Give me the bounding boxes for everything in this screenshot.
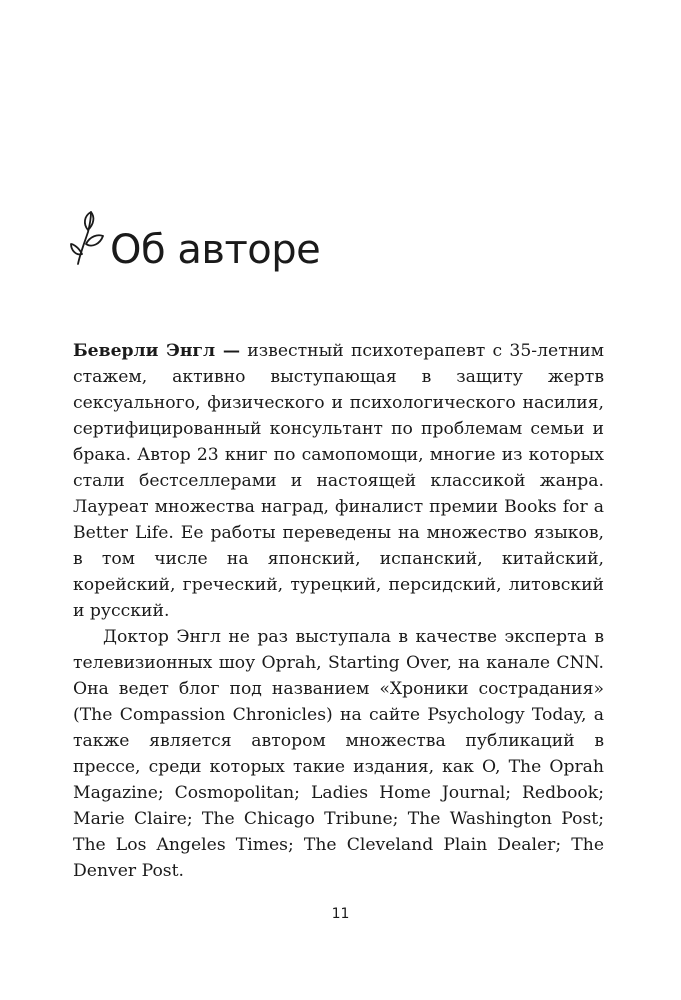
section-heading <box>70 208 321 273</box>
article-body <box>73 338 604 884</box>
leaf-sprig-icon <box>70 208 104 266</box>
paragraph: Доктор Энгл не раз выступала в качестве эксперта в телевизионных шоу Oprah, Starting Over, на канале CNN. Она ведет блог под названием «Хроники сострадания» (The Compassion Chronicles) на сайте Psychology Today, а также является автором множества публикаций в прессе, среди которых такие издания, как O, The Oprah Magazine; Cosmopolitan; Ladies Home Journal; Redbook; Marie Claire; The Chicago Tribune; The Washington Post; The Los Angeles Times; The Cleveland Plain Dealer; The Denver Post. <box>73 627 604 881</box>
paragraph <box>73 338 604 624</box>
page-number: 11 <box>331 906 350 922</box>
page-title: Об авторе <box>110 227 321 273</box>
paragraph-text: известный психотерапевт с 35-летним стажем, активно выступающая в защиту жертв сексуального, физического и психологического насилия, сертифицированный консультант по проблемам семьи и брака. Автор 23 книг по самопомощи, многие из которых стали бестселлерами и настоящей классикой жанра. Лауреат множества наград, финалист премии Books for a Better Life. Ее работы переведены на множество языков, в том числе на японский, испанский, китайский, корейский, греческий, турецкий, персидский, литовский и русский. <box>73 341 604 621</box>
author-name: Беверли Энгл — <box>73 341 241 361</box>
